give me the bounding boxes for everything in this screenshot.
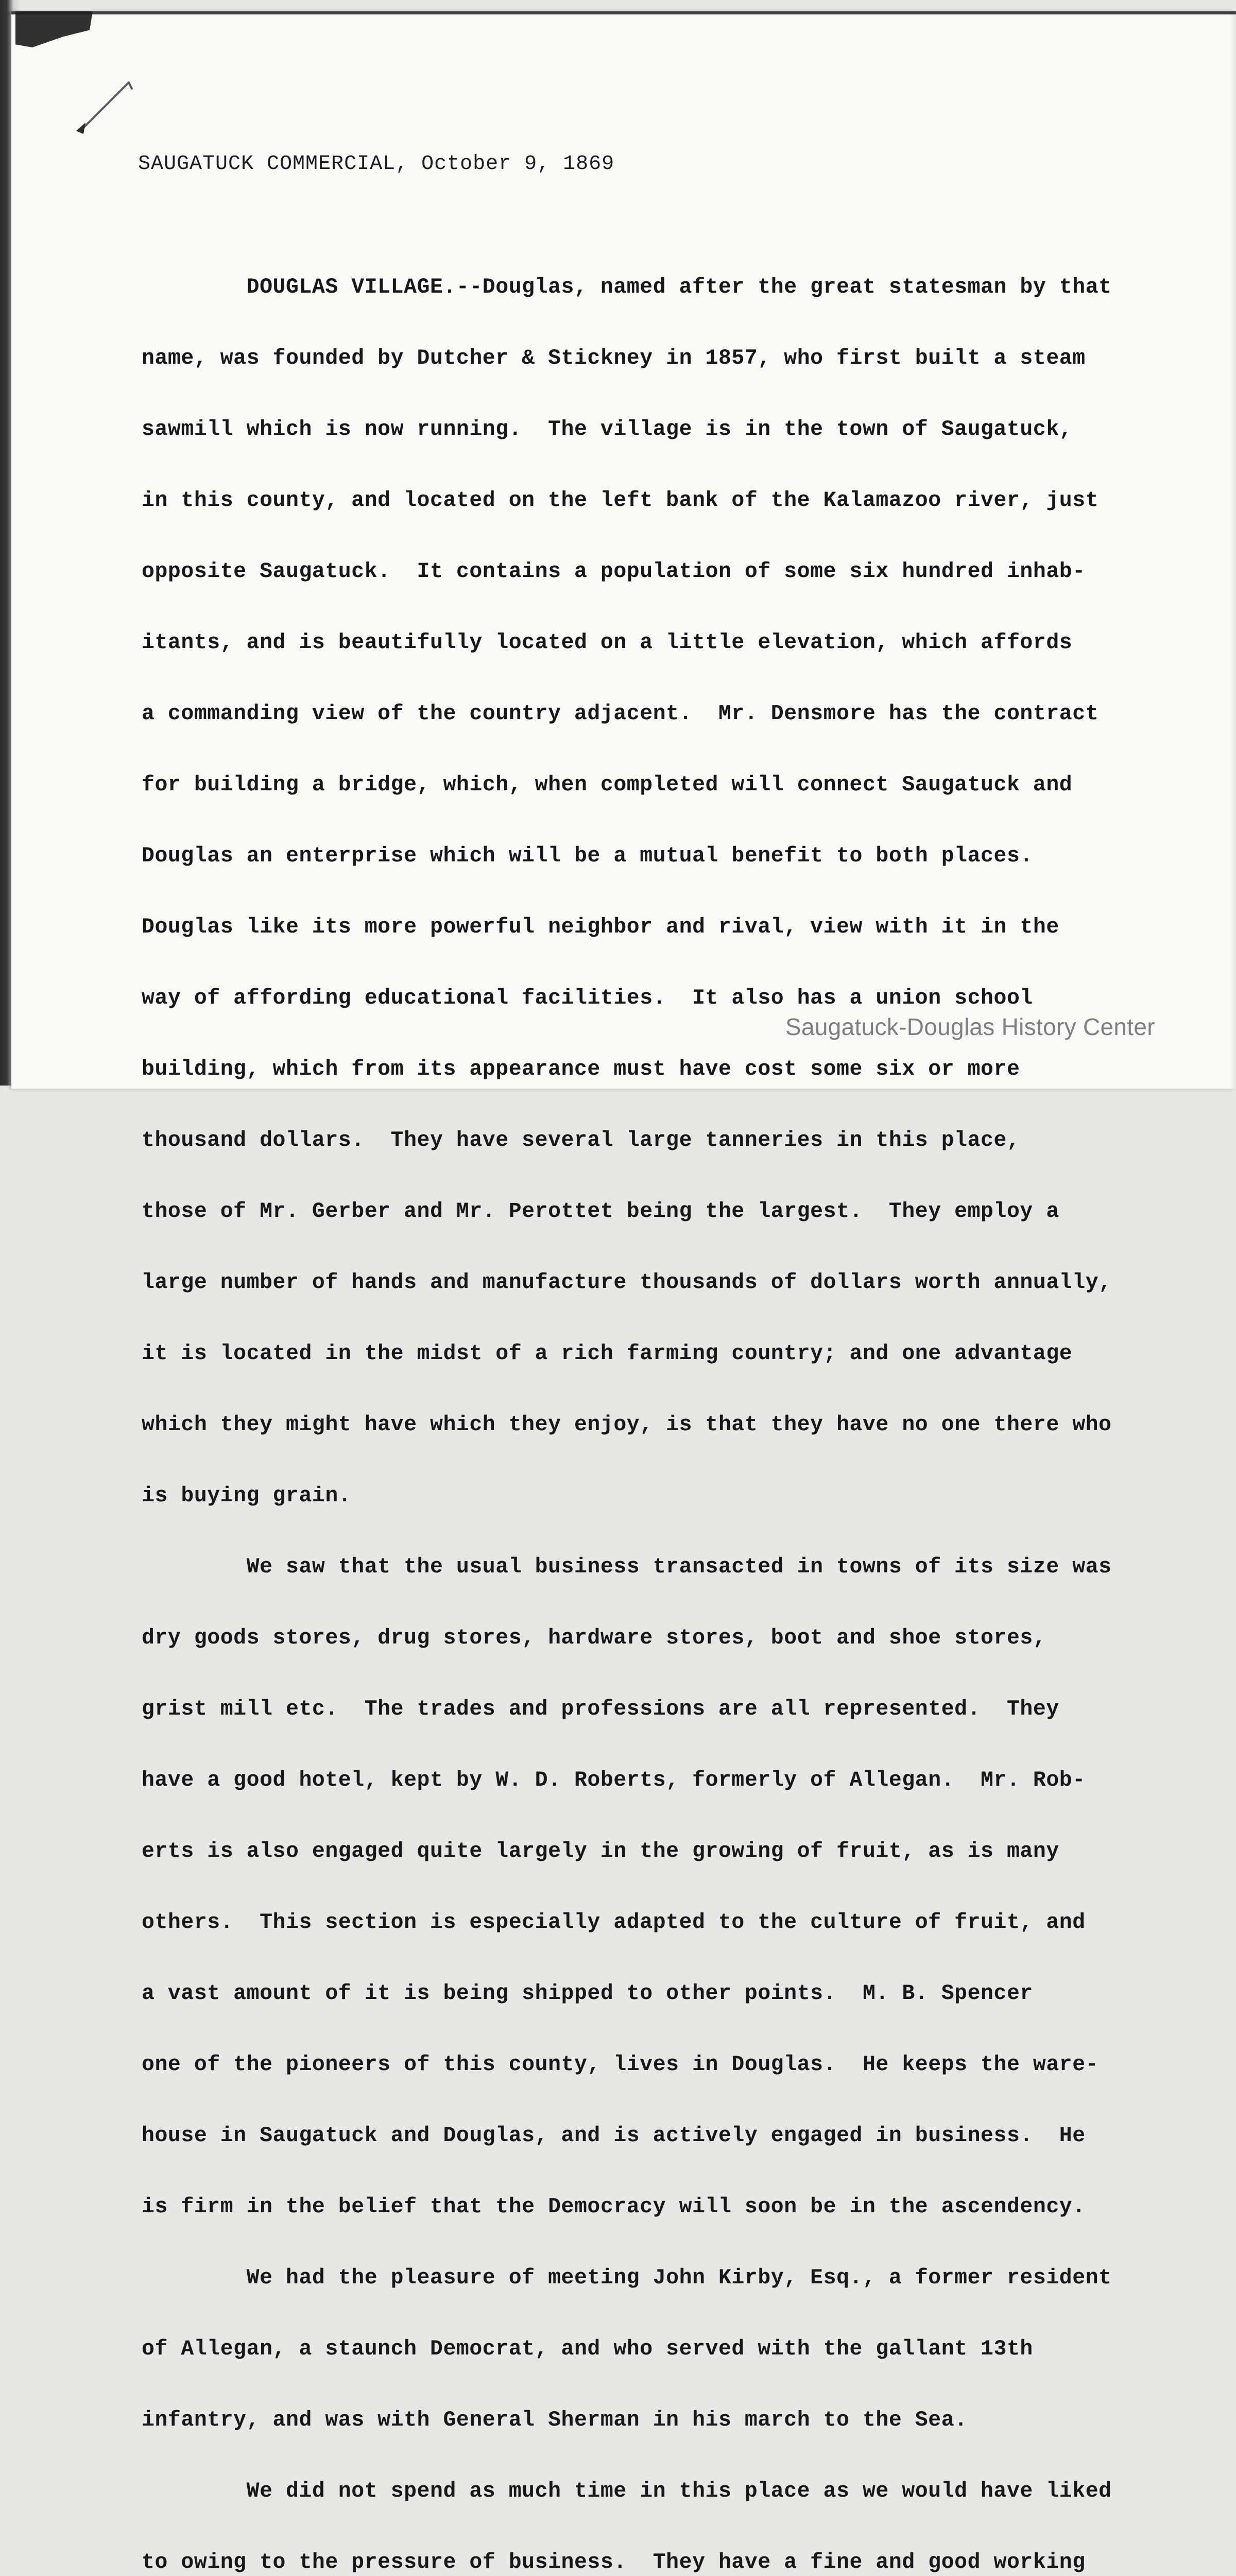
- article-line: in this county, and located on the left bank of the Kalamazoo river, just: [142, 488, 1099, 513]
- article-line: one of the pioneers of this county, lives in Douglas. He keeps the ware-: [142, 2053, 1099, 2077]
- article-line: itants, and is beautifully located on a little elevation, which affords: [142, 631, 1073, 655]
- article-line: grist mill etc. The trades and professions are all represented. They: [142, 1697, 1059, 1721]
- article-line: house in Saugatuck and Douglas, and is actively engaged in business. He: [142, 2124, 1086, 2148]
- article-line: of Allegan, a staunch Democrat, and who served with the gallant 13th: [142, 2337, 1033, 2361]
- article-line: a vast amount of it is being shipped to other points. M. B. Spencer: [142, 1981, 1033, 2006]
- article-line: those of Mr. Gerber and Mr. Perottet being the largest. They employ a: [142, 1199, 1059, 1224]
- article-line: is buying grain.: [142, 1484, 352, 1508]
- article-line: a commanding view of the country adjacent. Mr. Densmore has the contract: [142, 702, 1099, 726]
- article-line: it is located in the midst of a rich farming country; and one advantage: [142, 1342, 1073, 1366]
- article-line: which they might have which they enjoy, is that they have no one there who: [142, 1413, 1112, 1437]
- article-body: [142, 228, 1197, 2576]
- document-heading: SAUGATUCK COMMERCIAL, October 9, 1869: [138, 152, 615, 176]
- article-line: Douglas an enterprise which will be a mutual benefit to both places.: [142, 844, 1033, 868]
- article-line: infantry, and was with General Sherman in his march to the Sea.: [142, 2408, 968, 2432]
- article-line: DOUGLAS VILLAGE.--Douglas, named after the great statesman by that: [142, 275, 1112, 299]
- article-line: We saw that the usual business transacted in towns of its size was: [142, 1555, 1112, 1579]
- watermark-credit: Saugatuck-Douglas History Center: [785, 1013, 1155, 1040]
- article-line: large number of hands and manufacture thousands of dollars worth annually,: [142, 1270, 1112, 1295]
- article-line: building, which from its appearance must have cost some six or more: [142, 1057, 1020, 1081]
- article-line: others. This section is especially adapted to the culture of fruit, and: [142, 1910, 1086, 1935]
- article-line: erts is also engaged quite largely in the growing of fruit, as is many: [142, 1839, 1059, 1863]
- article-line: Douglas like its more powerful neighbor and rival, view with it in the: [142, 915, 1059, 939]
- article-line: is firm in the belief that the Democracy will soon be in the ascendency.: [142, 2195, 1086, 2219]
- staple-pin-icon: [72, 77, 134, 139]
- page-edge: [1230, 14, 1236, 1089]
- article-line: sawmill which is now running. The village is in the town of Saugatuck,: [142, 417, 1073, 442]
- article-line: opposite Saugatuck. It contains a population of some six hundred inhab-: [142, 560, 1086, 584]
- article-line: name, was founded by Dutcher & Stickney in 1857, who first built a steam: [142, 346, 1086, 370]
- article-line: have a good hotel, kept by W. D. Roberts, formerly of Allegan. Mr. Rob-: [142, 1768, 1086, 1792]
- article-line: to owing to the pressure of business. They have a fine and good working: [142, 2550, 1086, 2574]
- article-line: way of affording educational facilities. It also has a union school: [142, 986, 1033, 1010]
- article-line: for building a bridge, which, when completed will connect Saugatuck and: [142, 773, 1073, 797]
- article-line: We had the pleasure of meeting John Kirby, Esq., a former resident: [142, 2266, 1112, 2290]
- article-line: dry goods stores, drug stores, hardware stores, boot and shoe stores,: [142, 1626, 1046, 1650]
- article-line: thousand dollars. They have several large tanneries in this place,: [142, 1128, 1020, 1153]
- article-line: We did not spend as much time in this place as we would have liked: [142, 2479, 1112, 2503]
